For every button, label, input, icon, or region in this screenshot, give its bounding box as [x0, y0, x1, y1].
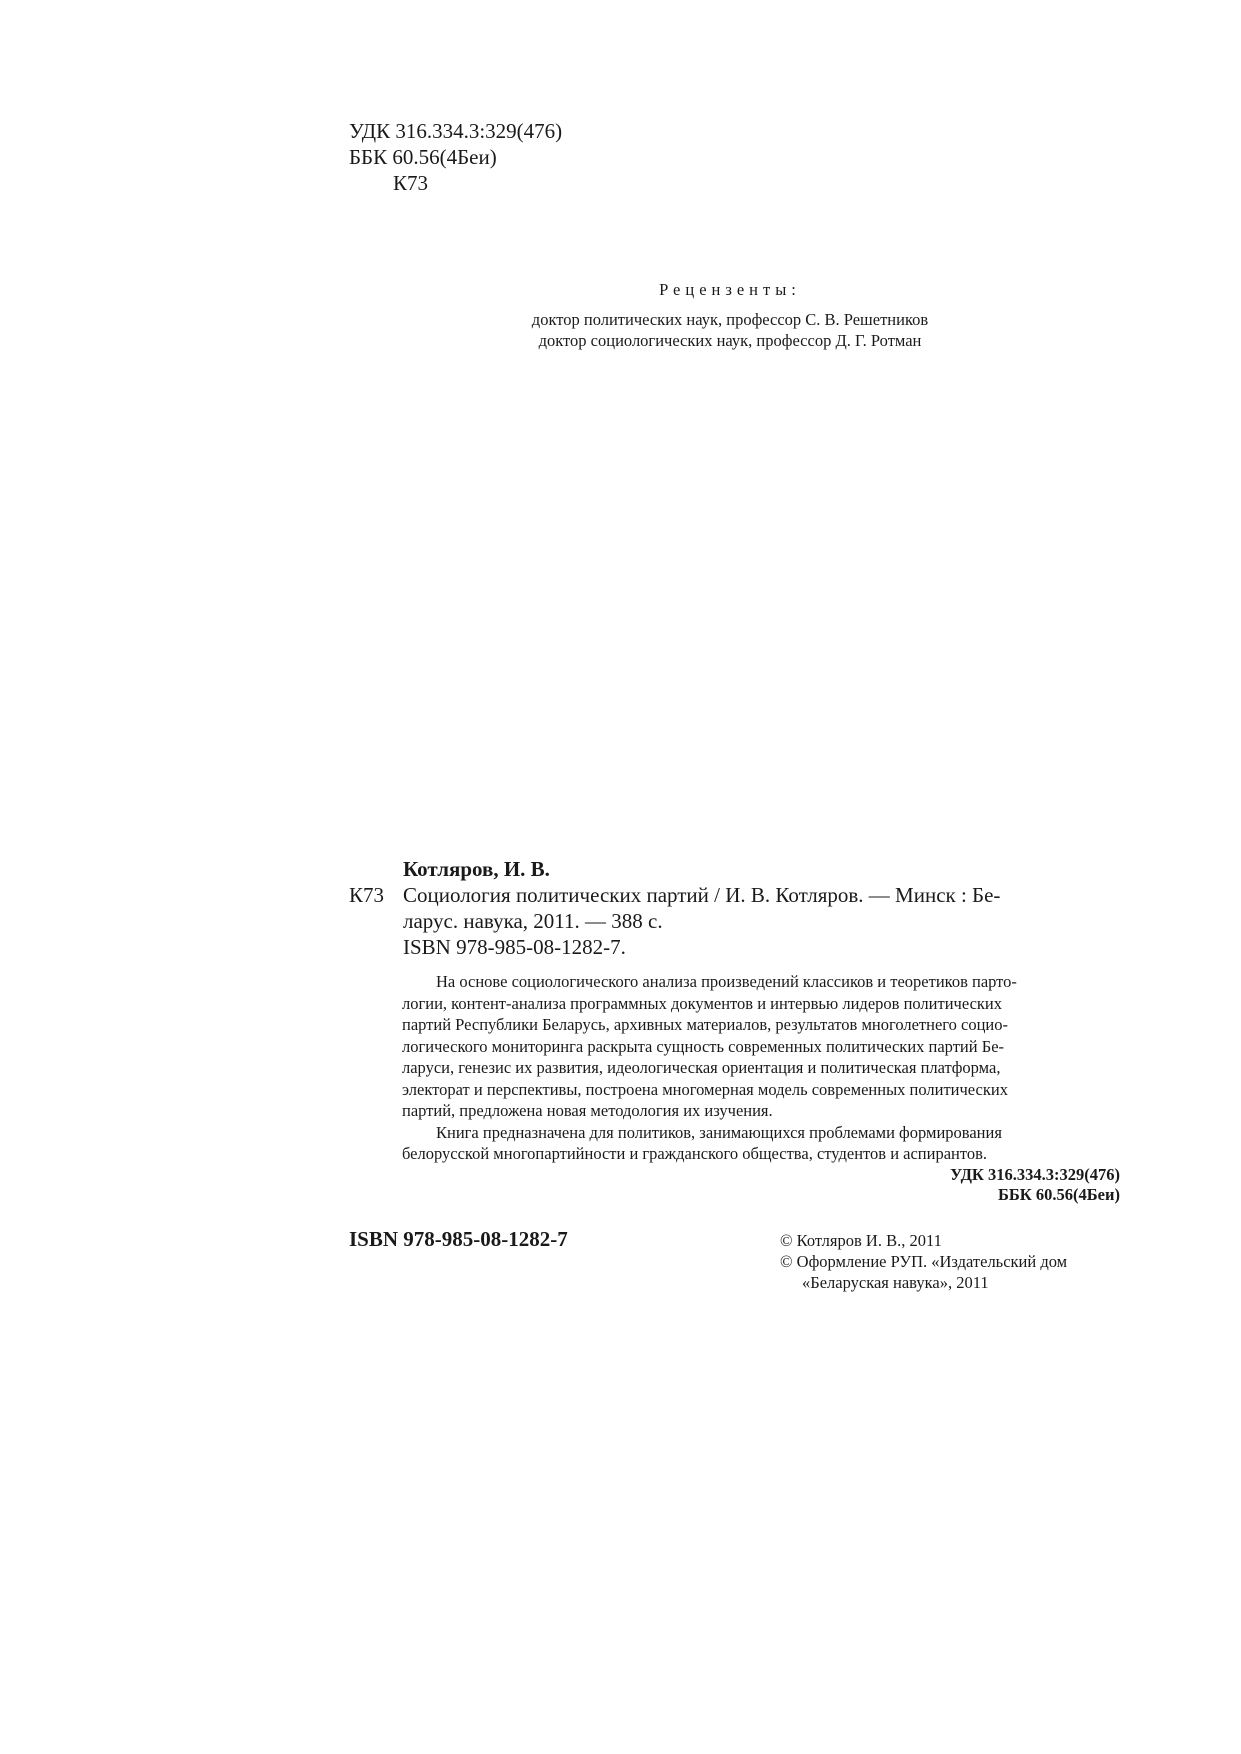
copyright-line: © Оформление РУП. «Издательский дом	[780, 1252, 1068, 1271]
udk-code: УДК 316.334.3:329(476)	[349, 119, 563, 143]
annotation-line: На основе социологического анализа произведений классиков и теоретиков парто-	[436, 972, 1017, 991]
reviewers-block	[470, 279, 990, 351]
reviewers-heading: Рецензенты:	[659, 280, 801, 299]
annotation	[402, 971, 1122, 1165]
top-classification-block	[349, 118, 562, 196]
entry-line: Социология политических партий / И. В. Котляров. — Минск : Бе-	[403, 883, 1001, 907]
copyright-line: © Котляров И. В., 2011	[780, 1231, 942, 1250]
annotation-line: ларуси, генезис их развития, идеологическая ориентация и политическая платформа,	[402, 1058, 1001, 1077]
bottom-bbk: ББК 60.56(4Беи)	[997, 1185, 1120, 1204]
annotation-line: партий, предложена новая методология их изучения.	[402, 1101, 773, 1120]
entry-line: ISBN 978-985-08-1282-7.	[403, 935, 626, 959]
isbn-number: ISBN 978-985-08-1282-7	[349, 1227, 568, 1251]
entry-mark: К73	[349, 883, 385, 907]
reviewer-line: доктор политических наук, профессор С. В. Решетников	[531, 310, 929, 329]
bbk-code: ББК 60.56(4Беи)	[349, 145, 497, 169]
annotation-line: белорусской многопартийности и гражданского общества, студентов и аспирантов.	[402, 1144, 988, 1163]
author-mark: К73	[393, 171, 429, 195]
entry-line: ларус. навука, 2011. — 388 с.	[403, 909, 663, 933]
annotation-line: электорат и перспективы, построена многомерная модель современных политических	[402, 1079, 1008, 1099]
bottom-udk: УДК 316.334.3:329(476)	[950, 1165, 1120, 1184]
copyright-line: «Беларуская навука», 2011	[802, 1273, 989, 1292]
annotation-line: логии, контент-анализа программных документов и интервью лидеров политических	[402, 993, 1002, 1013]
annotation-line: партий Республики Беларусь, архивных материалов, результатов многолетнего социо-	[402, 1015, 1008, 1034]
annotation-line: логического мониторинга раскрыта сущность современных политических партий Бе-	[402, 1036, 1005, 1056]
bottom-classification	[800, 1165, 1120, 1205]
reviewer-line: доктор социологических наук, профессор Д. Г. Ротман	[538, 331, 922, 350]
copyright-block	[780, 1230, 1067, 1293]
entry-author: Котляров, И. В.	[403, 857, 550, 881]
annotation-line: Книга предназначена для политиков, занимающихся проблемами формирования	[436, 1122, 1002, 1142]
